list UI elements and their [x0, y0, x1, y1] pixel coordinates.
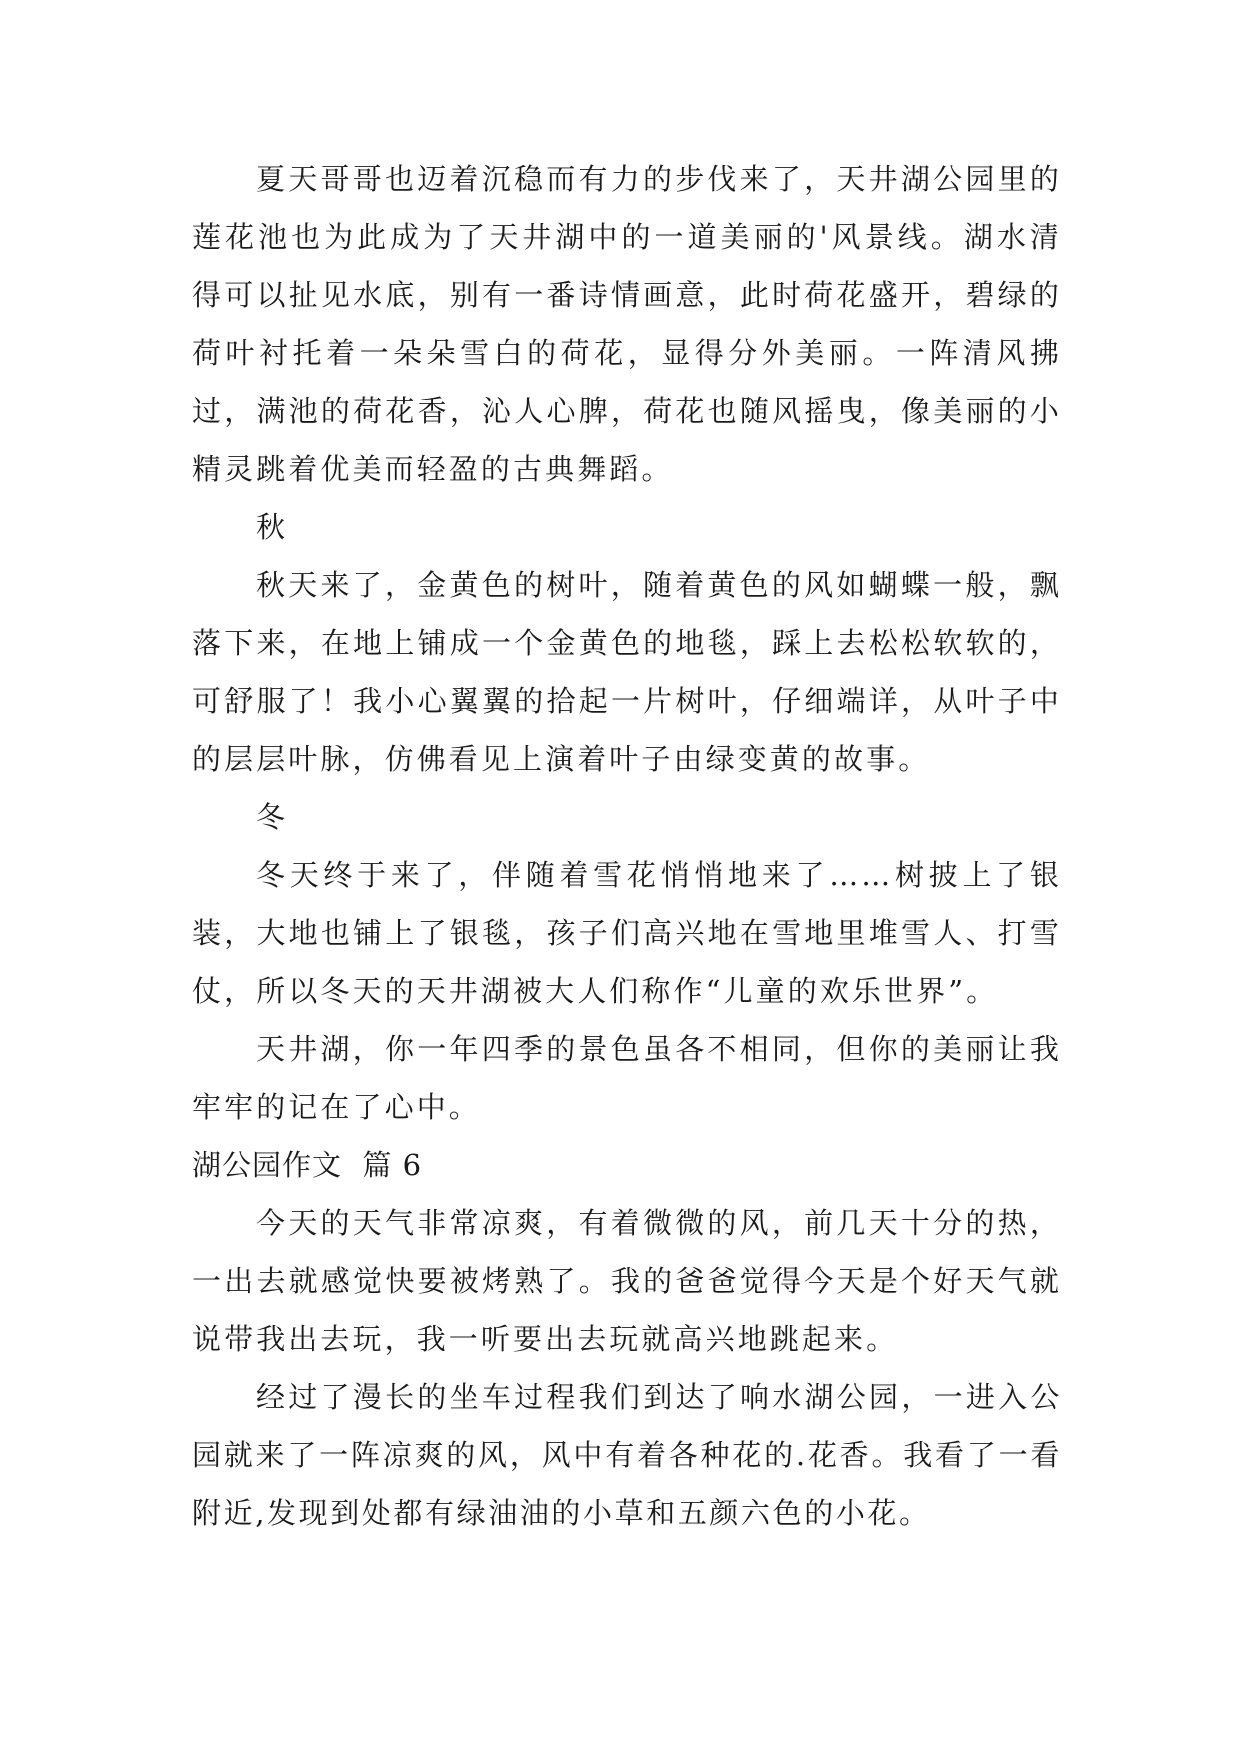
section-title: 湖公园作文 篇 6	[192, 1148, 423, 1182]
season-heading-winter: 冬	[256, 800, 289, 834]
season-heading-autumn: 秋	[256, 510, 289, 544]
paragraph-conclusion: 天井湖，你一年四季的景色虽各不相同，但你的美丽让我牢牢的记在了心中。	[192, 1032, 1062, 1124]
paragraph-winter: 冬天终于来了，伴随着雪花悄悄地来了……树披上了银装，大地也铺上了银毯，孩子们高兴地在雪地里堆雪人、打雪仗，所以冬天的天井湖被大人们称作“儿童的欢乐世界”。	[192, 858, 1062, 1008]
paragraph-park-arrival: 经过了漫长的坐车过程我们到达了响水湖公园，一进入公园就来了一阵凉爽的风，风中有着各种花的.花香。我看了一看附近,发现到处都有绿油油的小草和五颜六色的小花。	[192, 1380, 1062, 1530]
paragraph-summer: 夏天哥哥也迈着沉稳而有力的步伐来了，天井湖公园里的莲花池也为此成为了天井湖中的一道美丽的'风景线。湖水清得可以扯见水底，别有一番诗情画意，此时荷花盛开，碧绿的荷叶衬托着一朵朵雪白的荷花，显得分外美丽。一阵清风拂过，满池的荷花香，沁人心脾，荷花也随风摇曳，像美丽的小精灵跳着优美而轻盈的古典舞蹈。	[192, 162, 1062, 486]
paragraph-weather: 今天的天气非常凉爽，有着微微的风，前几天十分的热，一出去就感觉快要被烤熟了。我的爸爸觉得今天是个好天气就说带我出去玩，我一听要出去玩就高兴地跳起来。	[192, 1206, 1062, 1356]
article-body	[192, 150, 1062, 1542]
paragraph-autumn: 秋天来了，金黄色的树叶，随着黄色的风如蝴蝶一般，飘落下来，在地上铺成一个金黄色的地毯，踩上去松松软软的，可舒服了！我小心翼翼的拾起一片树叶，仔细端详，从叶子中的层层叶脉，仿佛看见上演着叶子由绿变黄的故事。	[192, 568, 1062, 776]
